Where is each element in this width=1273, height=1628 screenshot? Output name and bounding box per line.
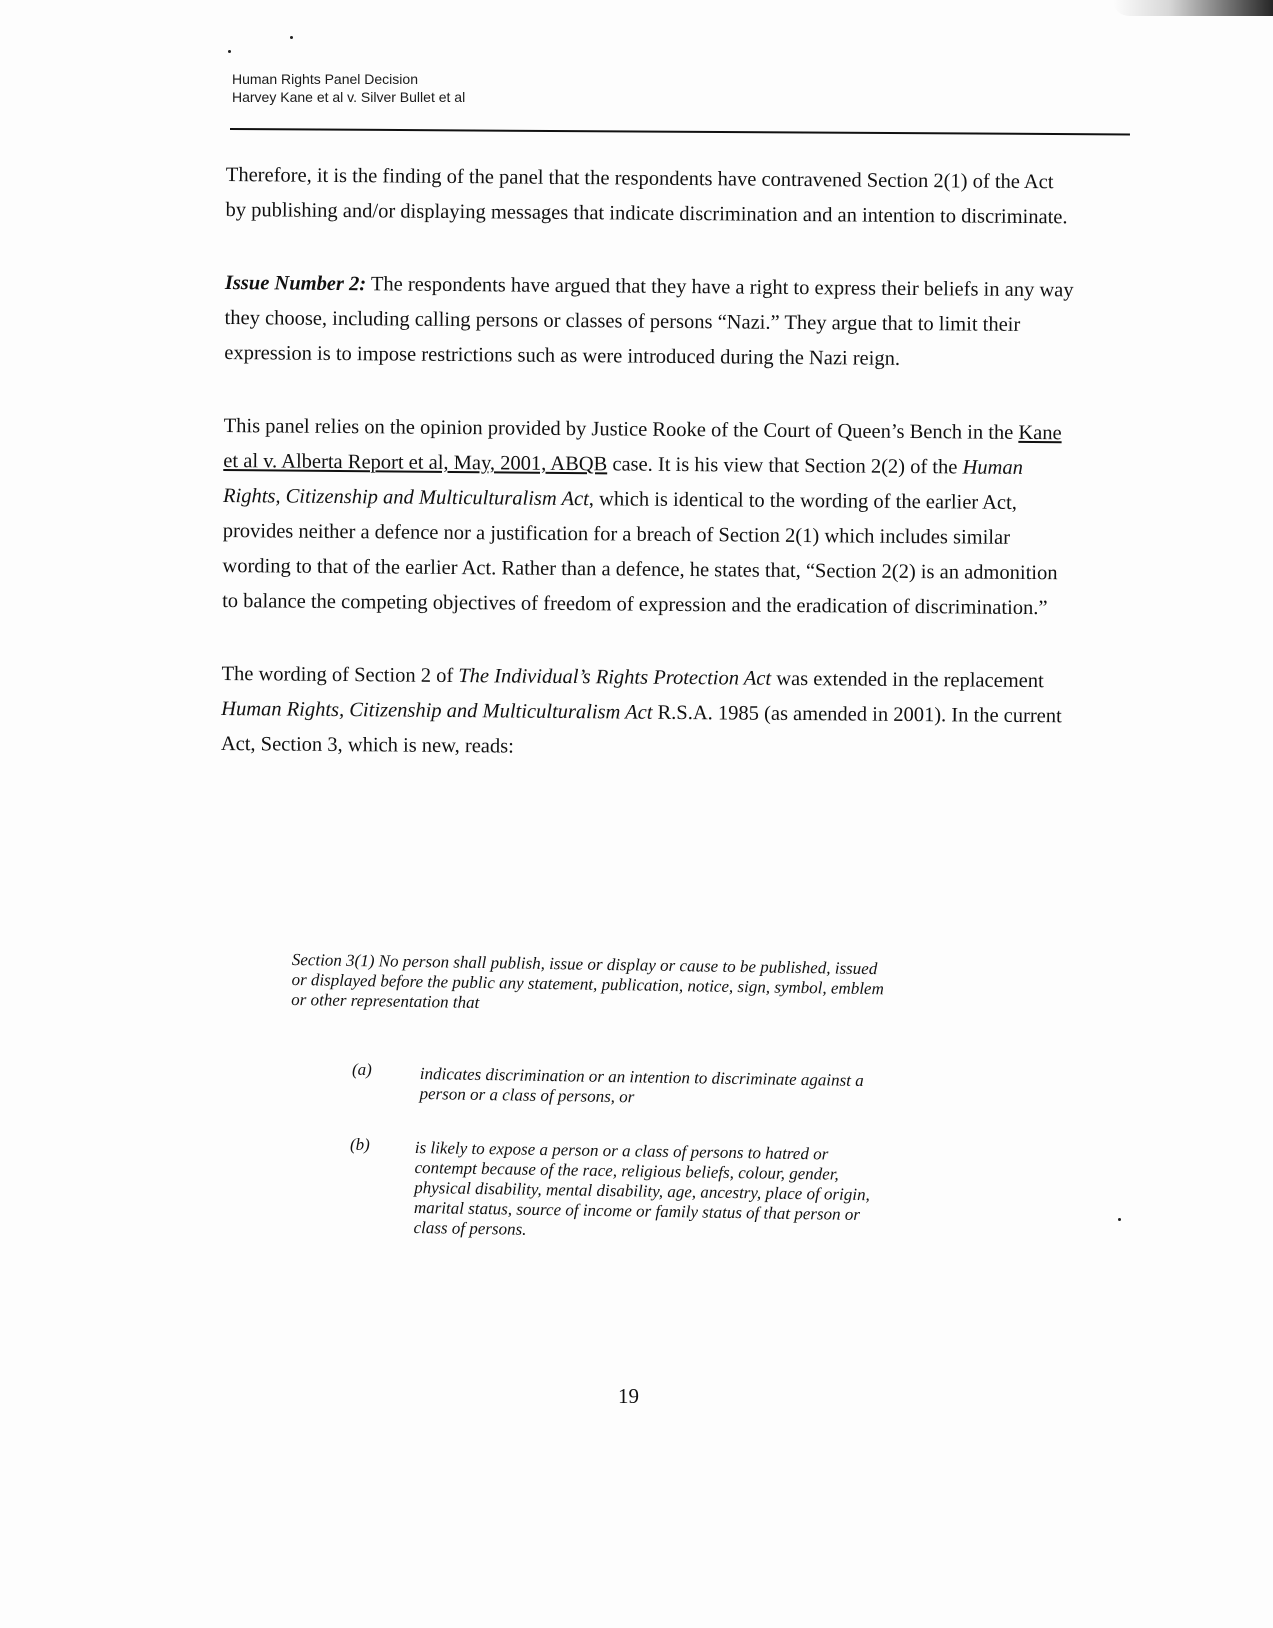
paragraph-finding-text: Therefore, it is the finding of the panel that the respondents have contravened Section 2(1) of the Act by publishing and/or displaying messages that indicate discrimination and an intention to discriminate. bbox=[225, 163, 1068, 229]
act-title-hrcma: Human Rights, Citizenship and Multiculturalism Act bbox=[221, 697, 653, 724]
act-title-irpa: The Individual’s Rights Protection Act bbox=[458, 665, 772, 690]
wording-text-c: R.S.A. 1985 (as amended in 2001). In the current Act, Section 3, which is new, reads: bbox=[220, 701, 1062, 758]
scan-speck bbox=[228, 50, 231, 53]
paragraph-finding bbox=[225, 158, 1076, 235]
scan-speck bbox=[1118, 1218, 1121, 1221]
document-header bbox=[232, 70, 465, 106]
list-item-b: is likely to expose a person or a class of persons to hatred or contempt because of the race, religious beliefs, colour, gender, physical disability, mental disability, age, ancestry, place of origin, marital status, source of income or family status of that person or class of persons. bbox=[413, 1138, 870, 1239]
section-quote: Section 3(1) No person shall publish, issue or display or cause to be published, issued or displayed before the public any statement, publication, notice, sign, symbol, emblem or other representation that bbox=[291, 950, 884, 1012]
list-item-a: indicates discrimination or an intention to discriminate against a person or a class of persons, or bbox=[419, 1064, 864, 1107]
wording-text-b: was extended in the replacement bbox=[771, 667, 1044, 693]
list-marker-a: (a) bbox=[352, 1060, 372, 1079]
opinion-text-c: , which is identical to the wording of the earlier Act, provides neither a defence nor a justification for a breach of Section 2(1) which includes similar wording to that of the earlier Act. Rather than a defence, he states that, “Section 2(2) is an admonition to balance the competing objectives of freedom of expression and the eradication of discrimination.” bbox=[222, 488, 1058, 620]
wording-text-a: The wording of Section 2 of bbox=[221, 662, 459, 688]
paragraph-wording bbox=[221, 657, 1072, 769]
document-body bbox=[220, 158, 1076, 807]
paragraph-issue-2 bbox=[224, 266, 1075, 378]
opinion-text-b: case. It is his view that Section 2(2) of the bbox=[607, 453, 963, 479]
header-case-name: Harvey Kane et al v. Silver Bullet et al bbox=[232, 89, 466, 105]
case-citation: Kane et al v. Alberta Report et al, May, 2001, ABQB bbox=[223, 421, 1062, 476]
opinion-text-a: This panel relies on the opinion provided by Justice Rooke of the Court of Queen’s Bench in the bbox=[223, 414, 1019, 444]
issue-text: The respondents have argued that they have a right to express their beliefs in any way they choose, including calling persons or classes of persons “Nazi.” They argue that to limit their expression is to impose restrictions such as were introduced during the Nazi reign. bbox=[224, 273, 1074, 370]
scan-artifact bbox=[1113, 0, 1273, 16]
act-title: Human Rights, Citizenship and Multiculturalism Act bbox=[222, 456, 1023, 511]
issue-label: Issue Number 2: bbox=[224, 271, 367, 296]
page-number: 19 bbox=[618, 1384, 639, 1408]
header-divider bbox=[230, 128, 1130, 135]
paragraph-opinion bbox=[222, 409, 1074, 626]
list-marker-b: (b) bbox=[350, 1135, 370, 1154]
scan-speck bbox=[290, 36, 293, 39]
header-title: Human Rights Panel Decision bbox=[232, 71, 418, 87]
